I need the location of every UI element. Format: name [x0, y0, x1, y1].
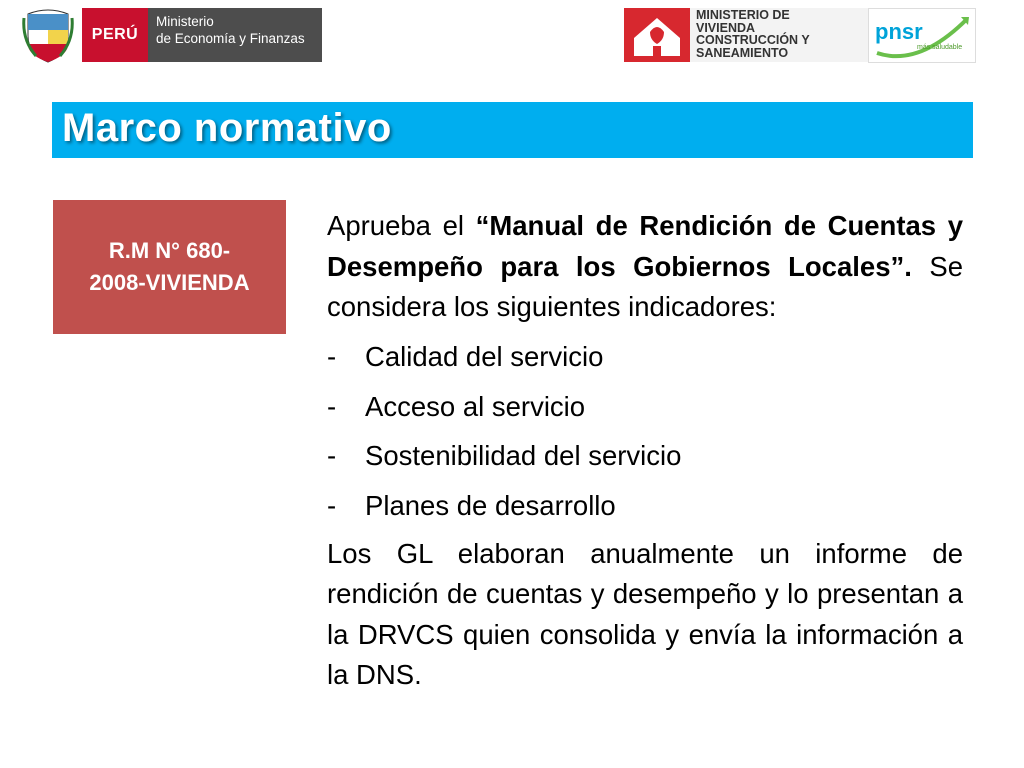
page-title: Marco normativo: [62, 106, 392, 150]
list-item: - Acceso al servicio: [327, 390, 586, 422]
mvcs-name: MINISTERIO DE VIVIENDA CONSTRUCCIÓN Y SANEAMIENTO: [690, 8, 916, 62]
svg-text:más saludable: más saludable: [917, 44, 963, 51]
title-bar: [52, 102, 973, 158]
peru-coat-of-arms-icon: [22, 6, 74, 64]
body-text: [327, 206, 963, 696]
mef-logo: [22, 6, 322, 66]
badge-line-2: 2008-VIVIENDA: [89, 270, 250, 295]
pnsr-logo: [868, 8, 976, 63]
peru-label: PERÚ: [82, 8, 148, 62]
list-item: - Planes de desarrollo: [327, 489, 616, 521]
list-item: - Sostenibilidad del servicio: [327, 440, 682, 471]
badge-line-1: R.M N° 680-: [108, 238, 231, 263]
svg-text:pnsr: pnsr: [875, 19, 923, 44]
list-item: - Calidad del servicio: [327, 341, 604, 372]
resolution-badge: [53, 200, 286, 334]
house-icon: [624, 8, 690, 62]
ministry-name: Ministerio de Economía y Finanzas: [148, 8, 322, 62]
closing-paragraph: Los GL elaboran anualmente un informe de rendición de cuentas y desempeño y lo presentan a la DRVCS quien consolida y envía la información a la DNS.: [327, 537, 963, 690]
indicator-list: [327, 333, 963, 531]
intro-paragraph: Aprueba el “Manual de Rendición de Cuentas y Desempeño para los Gobiernos Locales”. Se considera los siguientes indicadores:: [327, 210, 963, 322]
